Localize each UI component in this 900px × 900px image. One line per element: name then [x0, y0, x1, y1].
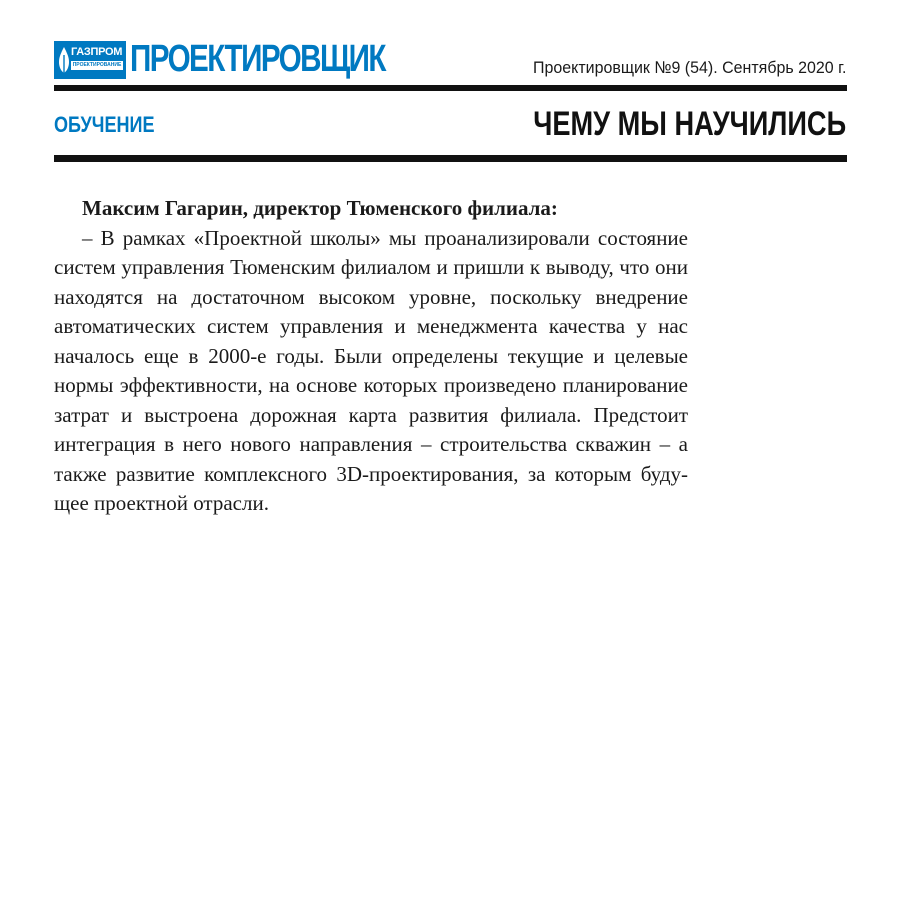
bottom-divider — [54, 155, 847, 162]
article-body — [54, 194, 688, 519]
flame-icon — [57, 46, 71, 74]
publication-title: ПРОЕКТИРОВЩИК — [130, 38, 385, 80]
gazprom-logo — [54, 41, 126, 79]
logo-subtitle: ПРОЕКТИРОВАНИЕ — [72, 62, 122, 68]
section-rubric: ОБУЧЕНИЕ — [54, 112, 155, 137]
speaker-name: Максим Гагарин, директор Тюменского филиала: — [82, 196, 558, 220]
speaker-line — [54, 194, 688, 224]
logo-name: ГАЗПРОМ — [71, 46, 123, 58]
top-divider — [54, 85, 847, 91]
masthead — [54, 40, 846, 82]
article-paragraph: – В рамках «Проектной школы» мы проанализировали состояние систем управления Тюменским филиалом и пришли к выводу, что они находятся на достаточном высоком уровне, поскольку внедрение автоматических систем управления и менеджмента качества у нас началось еще в 2000-е годы. Были определены текущие и целевые нормы эффективности, на основе которых произведено планирование затрат и выстроена дорожная карта развития филиала. Предстоит интеграция в него нового направления – строительства скважин – а также развитие комплексного 3D-проектирования, за которым будущее проектной отрасли. — [54, 225, 688, 515]
page-headline: ЧЕМУ МЫ НАУЧИЛИСЬ — [533, 105, 846, 143]
issue-info: Проектировщик №9 (54). Сентябрь 2020 г. — [532, 58, 846, 77]
